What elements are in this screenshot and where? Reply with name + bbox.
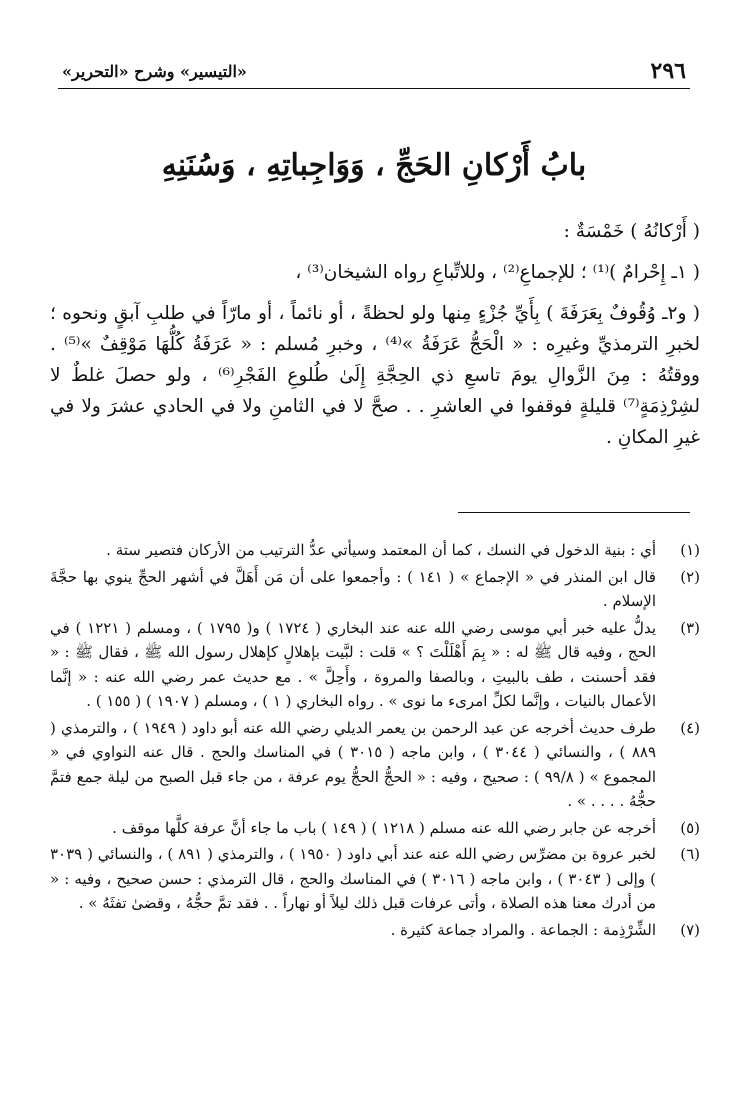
- footnote-text: الشِّرْذِمة : الجماعة . والمراد جماعة كثيرة .: [390, 920, 656, 939]
- chapter-title: بابُ أَرْكانِ الحَجِّ ، وَوَاجِباتِهِ ، وَسُنَنِهِ: [161, 148, 587, 183]
- footnote-text: يدلُّ عليه خبر أبي موسى رضي الله عنه عند البخاري ( ١٧٢٤ ) و( ١٧٩٥ ) ، ومسلم ( ١٢٢١ ) في الحج ، وفيه قال ﷺ له : « بِمَ أَهْلَلْتَ ؟ » قلت : لبَّيت بإهلالٍ كإهلال رسول الله ﷺ ، فقال ﷺ : « فقد أحسنت ، طف بالبيتِ ، وبالصفا والمروة ، وأَحِلَّ » . مع حديث عمر رضي الله عنه : « إنَّما الأعمال بالنيات ، وإنَّما لكلِّ امرىء ما نوى » . رواه البخاري ( ١ ) ، ومسلم ( ١٩٠٧ ) ( ١٥٥ ) .: [50, 618, 656, 710]
- footnote-text: طرف حديث أخرجه عن عبد الرحمن بن يعمر الديلي رضي الله عنه أبو داود ( ١٩٤٩ ) ، والترمذي ( ٨٨٩ ) ، والنسائي ( ٣٠٤٤ ) ، وابن ماجه ( ٣٠١٥ ) في المناسك والحج . قال عنه النواوي في « المجموع » ( ٩٩/٨ ) : صحيح ، وفيه : « الحجُّ الحجُّ يوم عرفة ، من جاء قبل الصبح من ليلة جمع فتمَّ حجُّهُ . . . . » .: [50, 718, 657, 810]
- footnote-divider: [458, 512, 690, 513]
- footnote-number: (٤): [680, 718, 700, 737]
- footnote-number: (١): [680, 541, 700, 559]
- main-text: [50, 216, 700, 453]
- footnote-text: أخرجه عن جابر رضي الله عنه مسلم ( ١٢١٨ ) ( ١٤٩ ) باب ما جاء أنَّ عرفة كلَّها موقف .: [112, 818, 656, 837]
- footnote-number: (٧): [680, 920, 700, 939]
- footnote-number: (٥): [680, 818, 700, 837]
- footnote-text: أي : بنية الدخول في النسك ، كما أن المعتمد وسيأتي عدُّ الترتيب من الأركان فتصير ستة .: [106, 541, 656, 559]
- page-header: [58, 58, 690, 89]
- footnote: [50, 816, 700, 841]
- footnote-text: قال ابن المنذر في « الإجماع » ( ١٤١ ) : وأجمعوا على أن مَن أَهَلَّ في أشهر الحجِّ ينوي بها حجَّةَ الإسلام .: [50, 567, 656, 610]
- pillar-1-ihram: ( ١ـ إِحْرامٌ )⁽¹⁾ ؛ للإجماعِ⁽²⁾ ، وللاتِّباعِ رواه الشيخان⁽³⁾ ،: [295, 262, 700, 283]
- page-number: ٢٩٦: [650, 58, 686, 84]
- pillars-heading: ( أَرْكانُهُ ) خَمْسَةٌ :: [563, 221, 700, 242]
- footnote-number: (٢): [680, 567, 700, 586]
- footnote: [50, 565, 700, 614]
- footnote: [50, 538, 700, 563]
- footnotes: [50, 536, 700, 942]
- footnote: [50, 842, 700, 916]
- footnote: [50, 616, 700, 714]
- running-title: «التيسير» وشرح «التحرير»: [62, 62, 247, 81]
- footnote: [50, 716, 700, 814]
- pillar-2-arafah: ( و٢ـ وُقُوفٌ بِعَرَفَةَ ) بِأَيِّ جُزْءٍ مِنها ولو لحظةً ، أو نائماً ، أو مارّاً في طلبِ آبقٍ ونحوه ؛ لخبرِ الترمذيِّ وغيرِه : « الْحَجُّ عَرَفَةُ »⁽⁴⁾ ، وخبرِ مُسلم : « عَرَفَةُ كُلُّهَا مَوْقِفٌ »⁽⁵⁾ . ووقتُهُ : مِنَ الزَّوالِ يومَ تاسعِ ذي الحِجَّةِ إِلَىٰ طُلوعِ الفَجْرِ⁽⁶⁾ ، ولو حصلَ غلطٌ لا لشِرْذِمَةٍ⁽⁷⁾ قليلةٍ فوقفوا في العاشرِ . . صحَّ لا في الثامنِ ولا في الحادي عشرَ ولا في غيرِ المكانِ .: [50, 303, 700, 448]
- footnote: [50, 918, 700, 943]
- footnote-text: لخبر عروة بن مضرِّس رضي الله عنه عند أبي داود ( ١٩٥٠ ) ، والترمذي ( ٨٩١ ) ، والنسائي ( ٣٠٣٩ ) وإلى ( ٣٠٤٣ ) ، وابن ماجه ( ٣٠١٦ ) في المناسك والحج ، قال الترمذي : حسن صحيح ، وفيه : « من أدرك معنا هذه الصلاة ، وأتى عرفات قبل ذلك ليلاً أو نهاراً . . فقد تمَّ حجُّهُ ، وقضىٰ تفثَهُ » .: [50, 845, 656, 912]
- footnote-number: (٦): [680, 845, 700, 863]
- footnote-number: (٣): [680, 618, 700, 637]
